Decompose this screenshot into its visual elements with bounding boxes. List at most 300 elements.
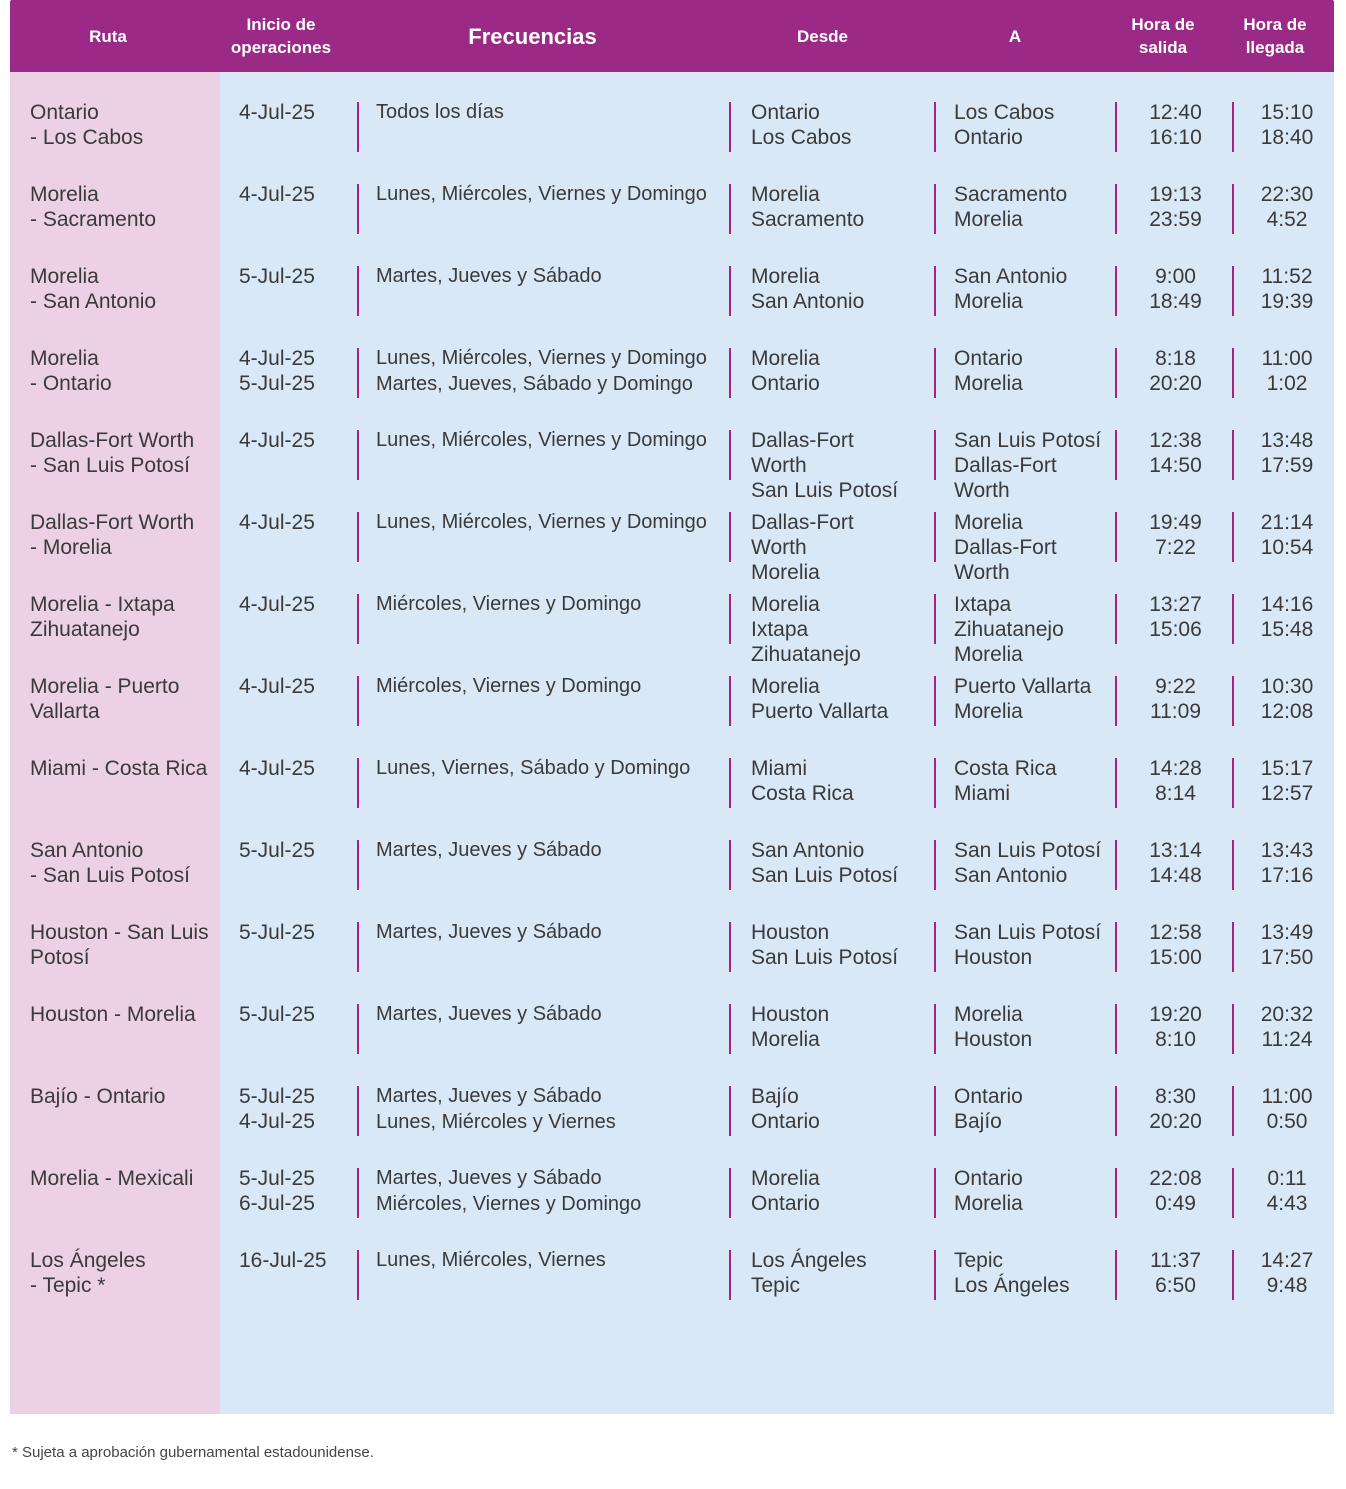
cell-inicio <box>239 1084 349 1134</box>
desde-line: Ontario <box>751 1192 820 1215</box>
cell-inicio <box>239 264 349 289</box>
column-separator <box>1232 430 1234 480</box>
header-a: A <box>1008 26 1022 46</box>
llegada-line: 0:11 <box>1267 1167 1307 1190</box>
column-separator <box>1115 1250 1117 1300</box>
frecuencias-line: Lunes, Miércoles, Viernes y Domingo <box>376 183 707 205</box>
column-separator <box>357 102 359 152</box>
llegada-line: 10:54 <box>1260 536 1314 559</box>
salida-line: 13:27 <box>1149 593 1202 616</box>
column-separator <box>934 1250 936 1300</box>
a-line: Morelia <box>954 1003 1023 1026</box>
cell-inicio <box>239 592 349 617</box>
inicio-line: 4-Jul-25 <box>239 347 315 370</box>
salida-line: 6:50 <box>1155 1274 1196 1297</box>
inicio-line: 5-Jul-25 <box>239 1085 315 1108</box>
ruta-line: Ontario <box>30 101 99 124</box>
a-line: San Antonio <box>954 864 1068 887</box>
desde-line: Houston <box>751 1003 830 1026</box>
column-separator <box>729 184 731 234</box>
desde-line: San Antonio <box>751 290 865 313</box>
cell-llegada <box>1240 1166 1334 1216</box>
header-llegada: Hora de llegada <box>1243 15 1307 57</box>
inicio-line: 4-Jul-25 <box>239 511 315 534</box>
salida-line: 16:10 <box>1149 126 1202 149</box>
cell-desde <box>751 264 931 314</box>
column-separator <box>357 266 359 316</box>
llegada-line: 17:50 <box>1260 946 1314 969</box>
column-separator <box>1232 348 1234 398</box>
cell-a <box>954 264 1114 314</box>
desde-line: Sacramento <box>751 208 865 231</box>
column-separator <box>1115 1004 1117 1054</box>
salida-line: 20:20 <box>1149 1110 1202 1133</box>
cell-frecuencias <box>376 592 736 618</box>
a-line: Zihuatanejo <box>954 618 1064 641</box>
desde-line: San Luis Potosí <box>751 864 899 887</box>
llegada-line: 15:48 <box>1260 618 1314 641</box>
ruta-line: Bajío - Ontario <box>30 1085 166 1108</box>
salida-line: 19:13 <box>1149 183 1202 206</box>
cell-salida <box>1128 346 1223 396</box>
ruta-line: Morelia <box>30 347 99 370</box>
table-row <box>10 674 1334 756</box>
cell-inicio <box>239 510 349 535</box>
llegada-line: 0:50 <box>1266 1110 1308 1133</box>
ruta-line: Morelia <box>30 265 99 288</box>
column-separator <box>1115 1086 1117 1136</box>
ruta-line: Morelia - Ixtapa <box>30 593 175 616</box>
column-separator <box>729 1086 731 1136</box>
cell-ruta <box>30 182 220 232</box>
cell-llegada <box>1240 920 1334 970</box>
salida-line: 12:38 <box>1149 429 1202 452</box>
column-separator <box>1232 1250 1234 1300</box>
salida-line: 12:40 <box>1149 101 1202 124</box>
column-separator <box>934 102 936 152</box>
cell-a <box>954 428 1114 503</box>
cell-salida <box>1128 838 1223 888</box>
table-row <box>10 1248 1334 1330</box>
ruta-line: San Antonio <box>30 839 144 862</box>
column-separator <box>729 676 731 726</box>
cell-a <box>954 346 1114 396</box>
column-separator <box>934 430 936 480</box>
table-row <box>10 346 1334 428</box>
llegada-line: 12:08 <box>1260 700 1314 723</box>
cell-desde <box>751 1002 931 1052</box>
cell-frecuencias <box>376 100 736 126</box>
desde-line: Morelia <box>751 1167 820 1190</box>
salida-line: 13:14 <box>1149 839 1202 862</box>
column-separator <box>934 184 936 234</box>
inicio-line: 4-Jul-25 <box>239 429 315 452</box>
cell-desde <box>751 1248 931 1298</box>
inicio-line: 5-Jul-25 <box>239 1003 315 1026</box>
desde-line: San Luis Potosí <box>751 946 899 969</box>
cell-llegada <box>1240 182 1334 232</box>
cell-frecuencias <box>376 838 736 864</box>
cell-llegada <box>1240 756 1334 806</box>
inicio-line: 4-Jul-25 <box>239 101 315 124</box>
ruta-line: - Morelia <box>30 536 112 559</box>
table-body <box>10 72 1334 1414</box>
column-separator <box>934 1086 936 1136</box>
table-row <box>10 838 1334 920</box>
column-separator <box>729 922 731 972</box>
cell-ruta <box>30 674 220 724</box>
desde-line: Morelia <box>751 1028 820 1051</box>
cell-inicio <box>239 428 349 453</box>
cell-a <box>954 1166 1114 1216</box>
desde-line: Morelia <box>751 561 820 584</box>
column-separator <box>729 512 731 562</box>
a-line: Ontario <box>954 1085 1023 1108</box>
ruta-line: - Los Cabos <box>30 126 144 149</box>
column-separator <box>1115 430 1117 480</box>
llegada-line: 15:10 <box>1260 101 1314 124</box>
ruta-line: Miami - Costa Rica <box>30 757 208 780</box>
salida-line: 18:49 <box>1149 290 1202 313</box>
llegada-line: 13:43 <box>1260 839 1314 862</box>
salida-line: 8:10 <box>1155 1028 1196 1051</box>
frecuencias-line: Martes, Jueves y Sábado <box>376 921 602 943</box>
column-separator <box>357 1168 359 1218</box>
cell-llegada <box>1240 264 1334 314</box>
column-separator <box>729 1168 731 1218</box>
ruta-line: - Sacramento <box>30 208 157 231</box>
a-line: San Luis Potosí <box>954 429 1102 452</box>
cell-inicio <box>239 920 349 945</box>
column-separator <box>357 184 359 234</box>
llegada-line: 20:32 <box>1260 1003 1314 1026</box>
cell-llegada <box>1240 1248 1334 1298</box>
cell-desde <box>751 428 931 503</box>
cell-a <box>954 756 1114 806</box>
salida-line: 14:50 <box>1149 454 1202 477</box>
a-line: San Luis Potosí <box>954 839 1102 862</box>
cell-inicio <box>239 1248 349 1273</box>
cell-salida <box>1128 1166 1223 1216</box>
frecuencias-line: Martes, Jueves y Sábado <box>376 1167 602 1189</box>
cell-inicio <box>239 756 349 781</box>
cell-frecuencias <box>376 1248 736 1274</box>
column-separator <box>934 512 936 562</box>
cell-ruta <box>30 756 220 781</box>
ruta-line: - Ontario <box>30 372 112 395</box>
cell-frecuencias <box>376 920 736 946</box>
cell-ruta <box>30 1248 220 1298</box>
cell-ruta <box>30 1166 220 1191</box>
cell-frecuencias <box>376 346 736 397</box>
ruta-line: Morelia - Mexicali <box>30 1167 194 1190</box>
cell-ruta <box>30 838 220 888</box>
cell-llegada <box>1240 428 1334 478</box>
column-separator <box>1232 102 1234 152</box>
header-frecuencias: Frecuencias <box>468 23 597 49</box>
column-separator <box>934 922 936 972</box>
inicio-line: 4-Jul-25 <box>239 757 315 780</box>
cell-inicio <box>239 1166 349 1216</box>
column-separator <box>934 840 936 890</box>
frecuencias-line: Miércoles, Viernes y Domingo <box>376 593 642 615</box>
frecuencias-line: Todos los días <box>376 101 504 123</box>
a-line: Ixtapa <box>954 593 1012 616</box>
a-line: Worth <box>954 479 1010 502</box>
column-separator <box>729 840 731 890</box>
cell-desde <box>751 100 931 150</box>
cell-frecuencias <box>376 510 736 536</box>
column-separator <box>1232 758 1234 808</box>
llegada-line: 22:30 <box>1260 183 1314 206</box>
column-separator <box>1232 922 1234 972</box>
a-line: Bajío <box>954 1110 1002 1133</box>
ruta-line: - San Luis Potosí <box>30 864 190 887</box>
table-row <box>10 920 1334 1002</box>
ruta-line: Los Ángeles <box>30 1249 146 1272</box>
a-line: Miami <box>954 782 1010 805</box>
cell-ruta <box>30 1084 220 1109</box>
desde-line: Morelia <box>751 183 820 206</box>
a-line: Tepic <box>954 1249 1004 1272</box>
llegada-line: 18:40 <box>1260 126 1314 149</box>
cell-salida <box>1128 264 1223 314</box>
cell-ruta <box>30 510 220 560</box>
column-separator <box>1115 1168 1117 1218</box>
column-separator <box>1232 266 1234 316</box>
table-row <box>10 756 1334 838</box>
ruta-line: Vallarta <box>30 700 100 723</box>
cell-ruta <box>30 264 220 314</box>
column-separator <box>934 1004 936 1054</box>
table-row <box>10 592 1334 674</box>
table-row <box>10 428 1334 510</box>
desde-line: Morelia <box>751 347 820 370</box>
table-row <box>10 1166 1334 1248</box>
a-line: Worth <box>954 561 1010 584</box>
frecuencias-line: Martes, Jueves, Sábado y Domingo <box>376 372 693 395</box>
column-separator <box>934 266 936 316</box>
a-line: Morelia <box>954 700 1023 723</box>
llegada-line: 13:48 <box>1260 429 1314 452</box>
cell-a <box>954 182 1114 232</box>
ruta-line: Houston - Morelia <box>30 1003 196 1026</box>
llegada-line: 11:24 <box>1261 1028 1313 1051</box>
desde-line: Morelia <box>751 265 820 288</box>
cell-desde <box>751 838 931 888</box>
cell-frecuencias <box>376 264 736 290</box>
frecuencias-line: Miércoles, Viernes y Domingo <box>376 1192 642 1215</box>
ruta-line: Houston - San Luis <box>30 921 209 944</box>
llegada-line: 4:43 <box>1266 1192 1308 1215</box>
cell-ruta <box>30 592 220 642</box>
column-separator <box>729 1004 731 1054</box>
desde-line: Ontario <box>751 372 820 395</box>
salida-line: 11:09 <box>1150 700 1201 723</box>
inicio-line: 5-Jul-25 <box>239 265 315 288</box>
desde-line: Miami <box>751 757 807 780</box>
cell-salida <box>1128 1248 1223 1298</box>
a-line: Morelia <box>954 643 1023 666</box>
a-line: Los Cabos <box>954 101 1055 124</box>
cell-llegada <box>1240 674 1334 724</box>
cell-inicio <box>239 182 349 207</box>
column-separator <box>1115 758 1117 808</box>
cell-salida <box>1128 674 1223 724</box>
llegada-line: 10:30 <box>1260 675 1314 698</box>
column-separator <box>1115 102 1117 152</box>
salida-line: 11:37 <box>1150 1249 1201 1272</box>
column-separator <box>357 348 359 398</box>
cell-salida <box>1128 510 1223 560</box>
cell-salida <box>1128 920 1223 970</box>
a-line: Morelia <box>954 372 1023 395</box>
salida-line: 22:08 <box>1149 1167 1202 1190</box>
salida-line: 9:00 <box>1155 265 1196 288</box>
llegada-line: 12:57 <box>1260 782 1314 805</box>
a-line: Morelia <box>954 1192 1023 1215</box>
salida-line: 8:18 <box>1155 347 1196 370</box>
column-separator <box>357 594 359 644</box>
ruta-line: Dallas-Fort Worth <box>30 511 195 534</box>
llegada-line: 14:27 <box>1260 1249 1314 1272</box>
frecuencias-line: Martes, Jueves y Sábado <box>376 1085 602 1107</box>
schedule-table <box>10 0 1334 1414</box>
cell-a <box>954 592 1114 667</box>
cell-desde <box>751 756 931 806</box>
llegada-line: 19:39 <box>1260 290 1314 313</box>
desde-line: Ixtapa <box>751 618 809 641</box>
desde-line: Morelia <box>751 675 820 698</box>
desde-line: Tepic <box>751 1274 801 1297</box>
column-separator <box>357 840 359 890</box>
cell-a <box>954 920 1114 970</box>
cell-frecuencias <box>376 1166 736 1217</box>
frecuencias-line: Martes, Jueves y Sábado <box>376 265 602 287</box>
column-separator <box>357 676 359 726</box>
column-separator <box>1115 840 1117 890</box>
salida-line: 7:22 <box>1155 536 1196 559</box>
column-separator <box>1232 1086 1234 1136</box>
cell-salida <box>1128 428 1223 478</box>
header-inicio: Inicio de operaciones <box>230 15 332 57</box>
frecuencias-line: Lunes, Miércoles y Viernes <box>376 1110 616 1133</box>
desde-line: Dallas-Fort <box>751 511 854 534</box>
column-separator <box>1115 512 1117 562</box>
column-separator <box>1232 512 1234 562</box>
table-row <box>10 100 1334 182</box>
column-separator <box>357 1004 359 1054</box>
llegada-line: 17:59 <box>1260 454 1314 477</box>
llegada-line: 15:17 <box>1260 757 1314 780</box>
column-separator <box>1232 676 1234 726</box>
column-separator <box>357 758 359 808</box>
inicio-line: 4-Jul-25 <box>239 675 315 698</box>
desde-line: San Antonio <box>751 839 865 862</box>
cell-desde <box>751 182 931 232</box>
llegada-line: 11:00 <box>1261 1085 1313 1108</box>
ruta-line: Dallas-Fort Worth <box>30 429 195 452</box>
cell-inicio <box>239 100 349 125</box>
llegada-line: 14:16 <box>1260 593 1314 616</box>
table-row <box>10 264 1334 346</box>
ruta-line: Zihuatanejo <box>30 618 140 641</box>
salida-line: 23:59 <box>1149 208 1202 231</box>
salida-line: 15:06 <box>1149 618 1202 641</box>
salida-line: 19:49 <box>1149 511 1202 534</box>
cell-llegada <box>1240 1084 1334 1134</box>
column-separator <box>729 594 731 644</box>
cell-a <box>954 1248 1114 1298</box>
desde-line: Worth <box>751 536 807 559</box>
header-desde: Desde <box>796 26 849 46</box>
inicio-line: 5-Jul-25 <box>239 372 315 395</box>
cell-salida <box>1128 182 1223 232</box>
cell-desde <box>751 510 931 585</box>
llegada-line: 17:16 <box>1260 864 1314 887</box>
salida-line: 20:20 <box>1149 372 1202 395</box>
column-separator <box>934 348 936 398</box>
cell-llegada <box>1240 100 1334 150</box>
column-separator <box>1232 840 1234 890</box>
cell-inicio <box>239 838 349 863</box>
cell-frecuencias <box>376 182 736 208</box>
salida-line: 14:48 <box>1149 864 1202 887</box>
cell-frecuencias <box>376 428 736 454</box>
cell-desde <box>751 674 931 724</box>
column-separator <box>934 1168 936 1218</box>
ruta-line: Morelia <box>30 183 99 206</box>
desde-line: Los Cabos <box>751 126 852 149</box>
cell-inicio <box>239 1002 349 1027</box>
column-separator <box>1115 922 1117 972</box>
column-separator <box>729 430 731 480</box>
llegada-line: 4:52 <box>1266 208 1308 231</box>
inicio-line: 6-Jul-25 <box>239 1192 315 1215</box>
column-separator <box>357 1250 359 1300</box>
inicio-line: 4-Jul-25 <box>239 593 315 616</box>
a-line: San Antonio <box>954 265 1068 288</box>
a-line: Houston <box>954 946 1033 969</box>
frecuencias-line: Lunes, Miércoles, Viernes y Domingo <box>376 511 707 533</box>
table-header <box>10 0 1334 72</box>
a-line: Ontario <box>954 347 1023 370</box>
desde-line: Houston <box>751 921 830 944</box>
desde-line: Morelia <box>751 593 820 616</box>
salida-line: 8:14 <box>1155 782 1196 805</box>
cell-a <box>954 510 1114 585</box>
a-line: Dallas-Fort <box>954 536 1057 559</box>
column-separator <box>729 102 731 152</box>
cell-desde <box>751 920 931 970</box>
cell-ruta <box>30 428 220 478</box>
column-separator <box>729 348 731 398</box>
cell-salida <box>1128 1002 1223 1052</box>
cell-frecuencias <box>376 1084 736 1135</box>
cell-llegada <box>1240 1002 1334 1052</box>
ruta-line: - San Luis Potosí <box>30 454 190 477</box>
cell-a <box>954 838 1114 888</box>
table-row <box>10 1002 1334 1084</box>
column-separator <box>729 1250 731 1300</box>
column-separator <box>1115 594 1117 644</box>
llegada-line: 9:48 <box>1266 1274 1308 1297</box>
salida-line: 12:58 <box>1149 921 1202 944</box>
desde-line: Ontario <box>751 101 820 124</box>
cell-llegada <box>1240 346 1334 396</box>
cell-a <box>954 1002 1114 1052</box>
column-separator <box>1115 676 1117 726</box>
